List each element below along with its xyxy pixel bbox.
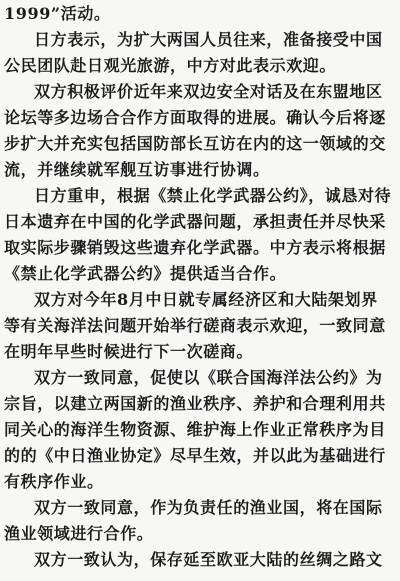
text-line: 日本遗弃在中国的化学武器问题，承担责任并尽快采 bbox=[4, 212, 386, 231]
text-line: 渔业领域进行合作。 bbox=[4, 524, 154, 543]
paragraph-line: 双方一致同意，作为负责任的渔业国，将在国际 bbox=[34, 498, 383, 517]
text-line: 宗旨，以建立两国新的渔业秩序、养护和合理利用共 bbox=[4, 394, 386, 413]
paragraph-line: 双方一致同意，促使以《联合国海洋法公约》为 bbox=[34, 368, 383, 387]
text-line: 同关心的海洋生物资源、维护海上作业正常秩序为目 bbox=[4, 420, 386, 439]
text-line: 公民团队赴日观光旅游，中方对此表示欢迎。 bbox=[4, 56, 337, 75]
text-line: 1999”活动。 bbox=[4, 4, 111, 23]
paragraph-line: 日方表示，为扩大两国人员往来，准备接受中国 bbox=[34, 30, 383, 49]
text-line: 取实际步骤销毁这些遗弃化学武器。中方表示将根据 bbox=[4, 238, 386, 257]
text-line: 等有关海洋法问题开始举行磋商表示欢迎，一致同意 bbox=[4, 316, 386, 335]
paragraph-line: 双方对今年8月中日就专属经济区和大陆架划界 bbox=[34, 290, 378, 309]
text-line: 步扩大并充实包括国防部长互访在内的这一领域的交 bbox=[4, 134, 386, 153]
text-line: 在明年早些时候进行下一次磋商。 bbox=[4, 342, 254, 361]
paragraph-line: 日方重申，根据《禁止化学武器公约》，诚恳对待 bbox=[34, 186, 392, 205]
text-line: 有秩序作业。 bbox=[4, 472, 104, 491]
text-line: 流，并继续就军舰互访事进行协调。 bbox=[4, 160, 270, 179]
paragraph-line: 双方一致认为，保存延至欧亚大陆的丝绸之路文 bbox=[34, 550, 383, 569]
paragraph-line: 双方积极评价近年来双边安全对话及在东盟地区 bbox=[34, 82, 383, 101]
text-line: 《禁止化学武器公约》提供适当合作。 bbox=[4, 264, 287, 283]
text-line: 的的《中日渔业协定》尽早生效，并以此为基础进行 bbox=[4, 446, 386, 465]
text-line: 论坛等多边场合合作方面取得的进展。确认今后将逐 bbox=[4, 108, 386, 127]
